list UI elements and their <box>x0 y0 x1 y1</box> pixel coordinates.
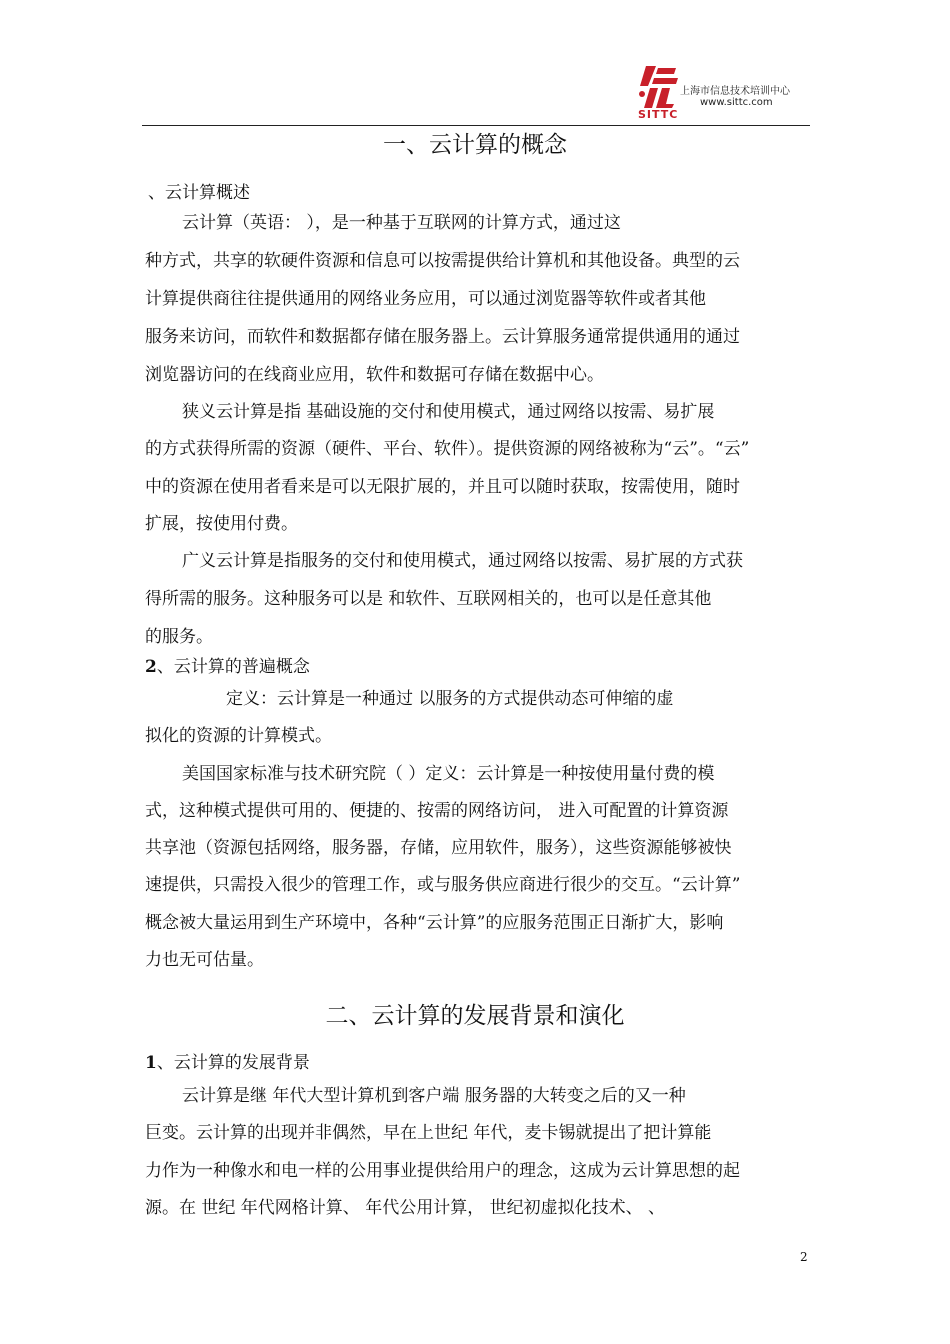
paragraph-line: 的服务。 <box>145 627 213 647</box>
logo-mark-text: SITTC <box>638 108 679 121</box>
sittc-logo-mark-icon <box>636 64 682 112</box>
section-2-title: 二、云计算的发展背景和演化 <box>325 1003 625 1029</box>
paragraph-line: 共享池（资源包括网络，服务器，存储，应用软件，服务），这些资源能够被快 <box>145 838 732 858</box>
paragraph-line: 中的资源在使用者看来是可以无限扩展的，并且可以随时获取，按需使用，随时 <box>145 477 740 497</box>
header-rule <box>142 125 810 126</box>
org-url: www.sittc.com <box>700 97 773 108</box>
subheading-text: 、云计算的发展背景 <box>156 1053 310 1073</box>
paragraph-line: 式，这种模式提供可用的、便捷的、按需的网络访问， 进入可配置的计算资源 <box>145 801 729 821</box>
paragraph-line: 定义：云计算是一种通过 以服务的方式提供动态可伸缩的虚 <box>226 689 674 709</box>
sittc-logo <box>636 64 816 128</box>
paragraph-line: 云计算是继 年代大型计算机到客户端 服务器的大转变之后的又一种 <box>182 1086 686 1106</box>
paragraph-line: 拟化的资源的计算模式。 <box>145 726 332 746</box>
paragraph-line: 种方式，共享的软硬件资源和信息可以按需提供给计算机和其他设备。典型的云 <box>145 251 740 271</box>
section-1-title: 一、云计算的概念 <box>383 132 567 158</box>
paragraph-line: 云计算（英语： ），是一种基于互联网的计算方式，通过这 <box>182 213 621 233</box>
paragraph-line: 美国国家标准与技术研究院（ ）定义：云计算是一种按使用量付费的模 <box>182 764 715 784</box>
subheading-general-concept <box>145 656 810 678</box>
page-number: 2 <box>800 1250 808 1264</box>
paragraph-line: 计算提供商往往提供通用的网络业务应用，可以通过浏览器等软件或者其他 <box>145 289 706 309</box>
paragraph-line: 力也无可估量。 <box>145 950 264 970</box>
subheading-text: 、云计算的普遍概念 <box>156 657 310 677</box>
paragraph-line: 速提供，只需投入很少的管理工作，或与服务供应商进行很少的交互。“云计算” <box>145 875 741 895</box>
subheading-background <box>145 1052 810 1074</box>
paragraph-line: 的方式获得所需的资源（硬件、平台、软件）。提供资源的网络被称为“云”。“云” <box>145 439 750 459</box>
paragraph-line: 得所需的服务。这种服务可以是 和软件、互联网相关的，也可以是任意其他 <box>145 589 712 609</box>
paragraph-line: 巨变。云计算的出现并非偶然，早在上世纪 年代，麦卡锡就提出了把计算能 <box>145 1123 712 1143</box>
paragraph-line: 狭义云计算是指 基础设施的交付和使用模式，通过网络以按需、易扩展 <box>182 402 715 422</box>
paragraph-line: 服务来访问，而软件和数据都存储在服务器上。云计算服务通常提供通用的通过 <box>145 327 740 347</box>
subheading-overview: 、云计算概述 <box>148 183 250 203</box>
paragraph-line: 力作为一种像水和电一样的公用事业提供给用户的理念，这成为云计算思想的起 <box>145 1161 740 1181</box>
subheading-number: 2 <box>145 657 157 677</box>
subheading-number: 1 <box>145 1053 157 1073</box>
org-name: 上海市信息技术培训中心 <box>680 86 790 97</box>
paragraph-line: 概念被大量运用到生产环境中，各种“云计算”的应服务范围正日渐扩大，影响 <box>145 913 724 933</box>
paragraph-line: 扩展，按使用付费。 <box>145 514 298 534</box>
paragraph-line: 浏览器访问的在线商业应用，软件和数据可存储在数据中心。 <box>145 365 604 385</box>
paragraph-line: 源。在 世纪 年代网格计算、 年代公用计算， 世纪初虚拟化技术、 、 <box>145 1198 666 1218</box>
paragraph-line: 广义云计算是指服务的交付和使用模式，通过网络以按需、易扩展的方式获 <box>182 551 743 571</box>
